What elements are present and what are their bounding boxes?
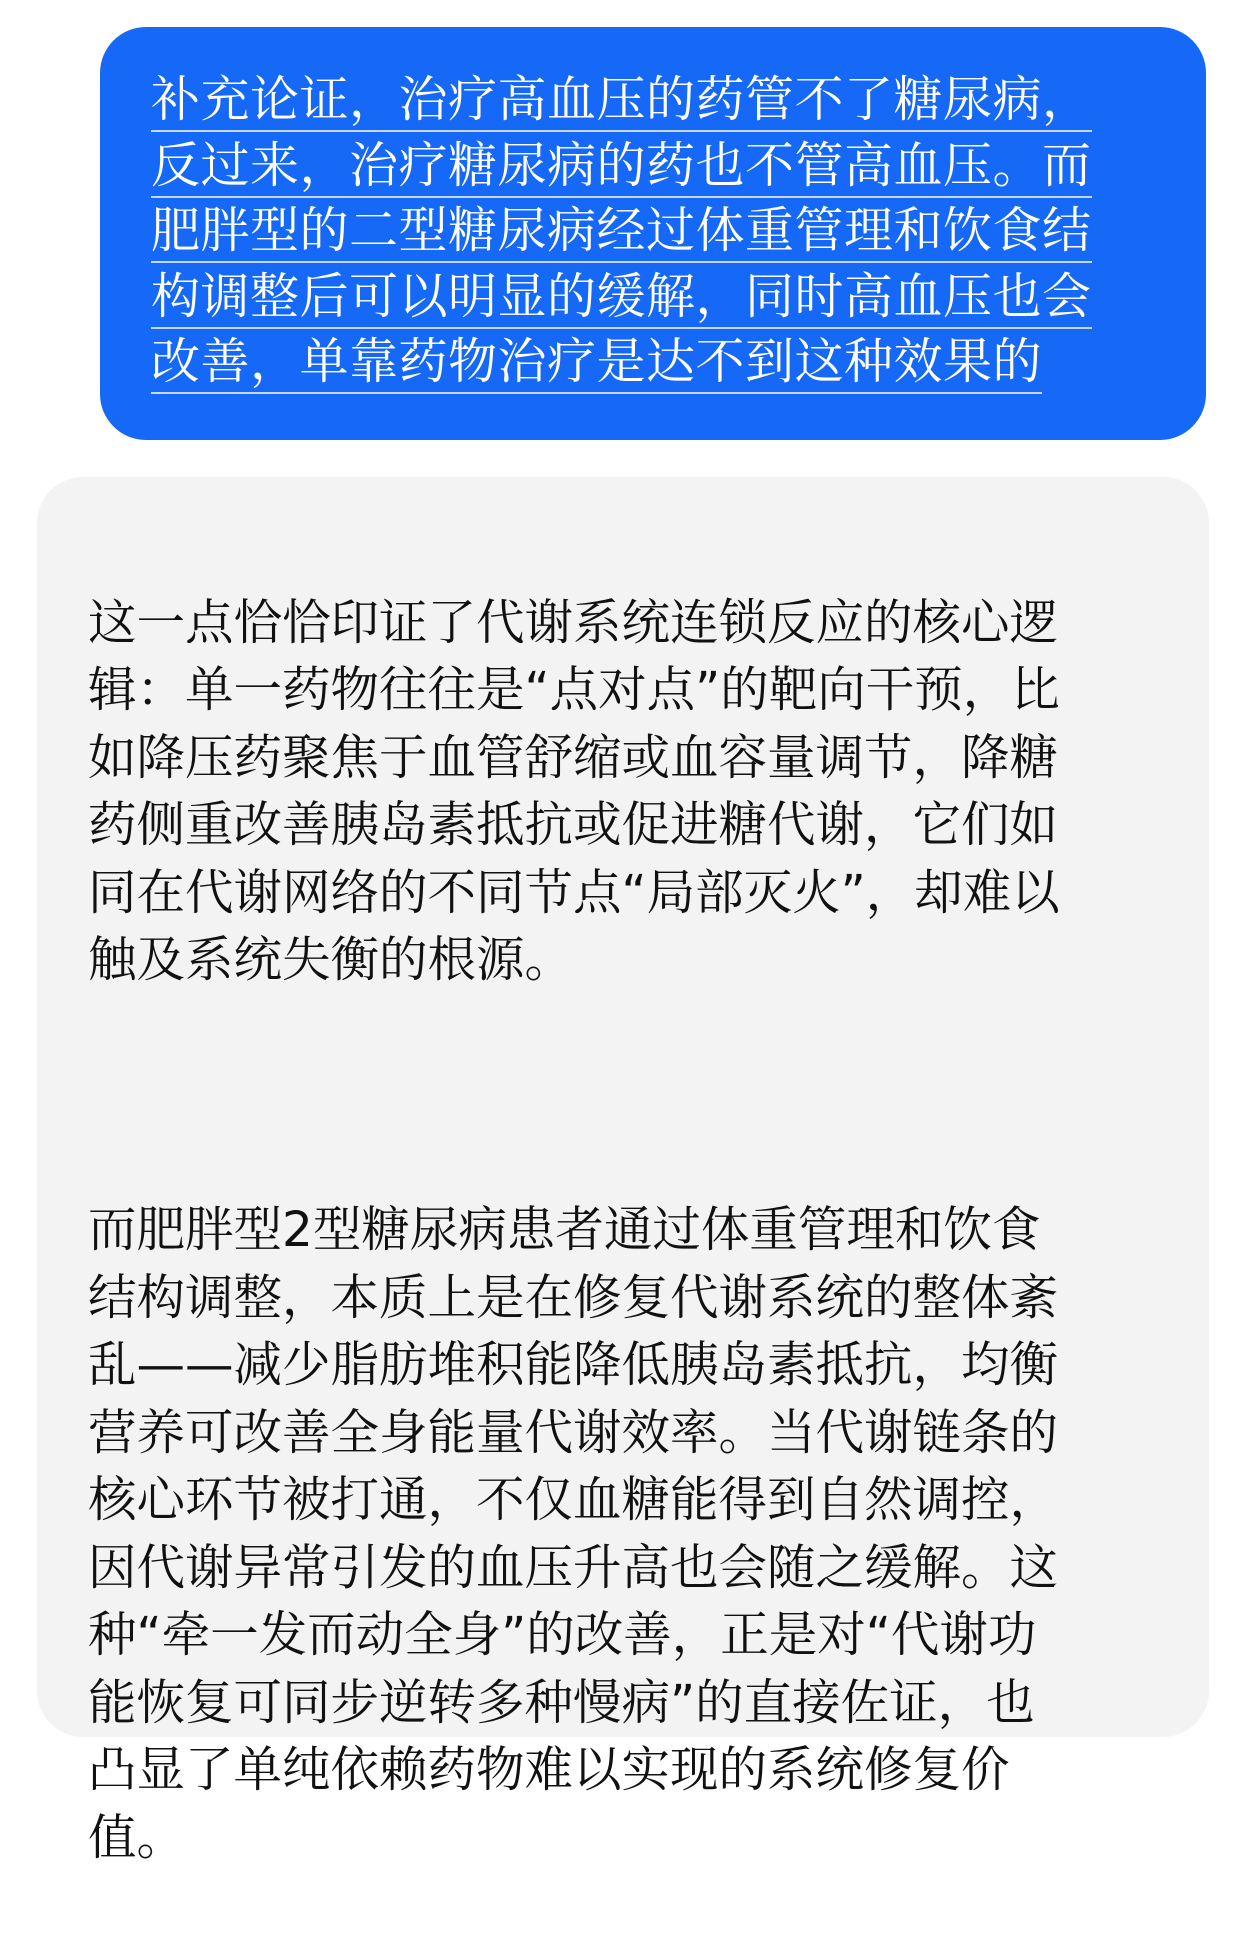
assistant-paragraph: 这一点恰恰印证了代谢系统连锁反应的核心逻 辑：单一药物往往是“点对点”的靶向干预，比 如降压药聚焦于血管舒缩或血容量调节，降糖 药侧重改善胰岛素抵抗或促进糖代谢，它们如 同在代谢网络的不同节点“局部灭火”，却难以 触及系统失衡的根源。: [88, 594, 1060, 988]
assistant-message-text: [88, 522, 1178, 1940]
user-message-line: 改善，单靠药物治疗是达不到这种效果的: [151, 333, 1042, 394]
assistant-paragraph: 而肥胖型2型糖尿病患者通过体重管理和饮食 结构调整，本质上是在修复代谢系统的整体紊 乱——减少脂肪堆积能降低胰岛素抵抗，均衡 营养可改善全身能量代谢效率。当代谢链条的 核心环节被打通，不仅血糖能得到自然调控， 因代谢异常引发的血压升高也会随之缓解。这 种“牵一发而动全身”的改善，正是对“代谢功 能恢复可同步逆转多种慢病”的直接佐证，也 凸显了单纯依赖药物难以实现的系统修复价 值。: [88, 1202, 1059, 1866]
user-message-line: 构调整后可以明显的缓解，同时高血压也会: [151, 268, 1092, 329]
user-message-text: [151, 67, 1171, 395]
user-message-bubble[interactable]: [100, 27, 1206, 440]
paragraph-spacer: [88, 1062, 1178, 1130]
user-message-line: 反过来，治疗糖尿病的药也不管高血压。而: [151, 137, 1092, 198]
user-message-line: 补充论证，治疗高血压的药管不了糖尿病，: [151, 71, 1092, 132]
assistant-message-bubble[interactable]: [37, 477, 1209, 1866]
user-message-line: 肥胖型的二型糖尿病经过体重管理和饮食结: [151, 202, 1092, 263]
